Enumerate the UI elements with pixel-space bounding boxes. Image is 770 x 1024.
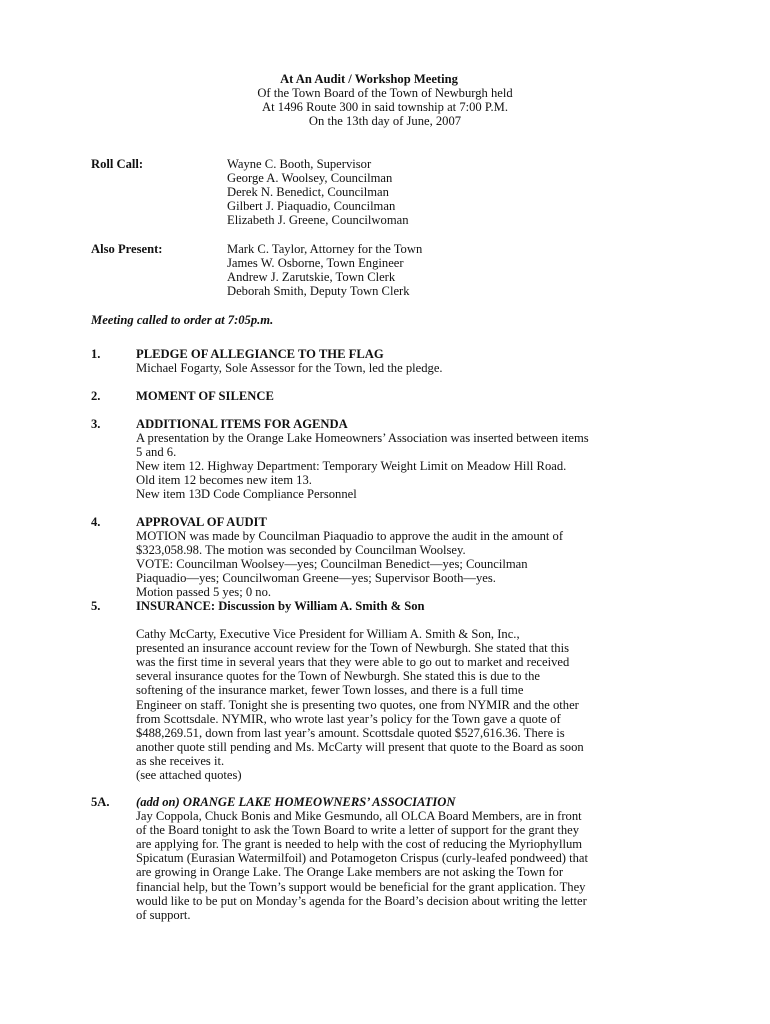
item-number: 2. xyxy=(91,389,101,403)
item-number: 4. xyxy=(91,515,101,529)
item-title: (add on) ORANGE LAKE HOMEOWNERS’ ASSOCIATION xyxy=(136,795,456,809)
item-line: MOTION was made by Councilman Piaquadio to approve the audit in the amount of xyxy=(136,529,564,544)
also-present-name: Mark C. Taylor, Attorney for the Town xyxy=(227,242,423,256)
item-line: Engineer on staff. Tonight she is presenting two quotes, one from NYMIR and the other xyxy=(136,697,579,712)
roll-call-name: Elizabeth J. Greene, Councilwoman xyxy=(227,213,409,228)
item-title: ADDITIONAL ITEMS FOR AGENDA xyxy=(136,417,348,431)
item-number: 5A. xyxy=(91,795,110,809)
item-title: PLEDGE OF ALLEGIANCE TO THE FLAG xyxy=(136,347,384,361)
item-number: 5. xyxy=(91,599,101,613)
item-line: financial help, but the Town’s support would be beneficial for the grant application. They xyxy=(136,879,586,894)
item-line: Spicatum (Eurasian Watermilfoil) and Potamogeton Crispus (curly-leafed pondweed) that xyxy=(136,851,589,866)
roll-call-name: Wayne C. Booth, Supervisor xyxy=(227,157,372,171)
item-line: Cathy McCarty, Executive Vice President for William A. Smith & Son, Inc., xyxy=(136,627,520,642)
item-line: (see attached quotes) xyxy=(136,768,242,783)
item-line: New item 12. Highway Department: Temporary Weight Limit on Meadow Hill Road. xyxy=(136,459,567,474)
item-line: Piaquadio—yes; Councilwoman Greene—yes; Supervisor Booth—yes. xyxy=(136,571,496,586)
also-present-name: Andrew J. Zarutskie, Town Clerk xyxy=(227,270,396,285)
roll-call-name: George A. Woolsey, Councilman xyxy=(227,171,393,186)
item-line: Jay Coppola, Chuck Bonis and Mike Gesmundo, all OLCA Board Members, are in front xyxy=(136,809,582,824)
roll-call-name: Derek N. Benedict, Councilman xyxy=(227,185,389,200)
item-line: presented an insurance account review for the Town of Newburgh. She stated that this xyxy=(136,641,570,656)
item-line: of support. xyxy=(136,907,191,922)
item-line: Old item 12 becomes new item 13. xyxy=(136,473,312,488)
item-line: several insurance quotes for the Town of Newburgh. She stated this is due to the xyxy=(136,669,541,684)
item-line: $323,058.98. The motion was seconded by Councilman Woolsey. xyxy=(136,543,466,558)
called-to-order: Meeting called to order at 7:05p.m. xyxy=(91,313,274,327)
also-present-label: Also Present: xyxy=(91,242,163,256)
also-present-list xyxy=(227,242,422,298)
item-line: 5 and 6. xyxy=(136,445,177,460)
header-line-4: On the 13th day of June, 2007 xyxy=(308,114,462,129)
item-number: 3. xyxy=(91,417,101,431)
also-present-name: Deborah Smith, Deputy Town Clerk xyxy=(227,284,410,299)
item-line: Motion passed 5 yes; 0 no. xyxy=(136,585,272,600)
item-line: of the Board tonight to ask the Town Board to write a letter of support for the grant they xyxy=(136,823,580,838)
item-line: softening of the insurance market, fewer Town losses, and there is a full time xyxy=(136,683,524,698)
header-line-3: At 1496 Route 300 in said township at 7:00 P.M. xyxy=(262,100,508,115)
header-line-2: Of the Town Board of the Town of Newburgh held xyxy=(257,86,513,101)
also-present-name: James W. Osborne, Town Engineer xyxy=(227,256,404,271)
item-line: $488,269.51, down from last year’s amount. Scottsdale quoted $527,616.36. There is xyxy=(136,725,565,740)
item-title: INSURANCE: Discussion by William A. Smith & Son xyxy=(136,599,425,613)
item-line: another quote still pending and Ms. McCarty will present that quote to the Board as soon xyxy=(136,739,584,754)
item-title: MOMENT OF SILENCE xyxy=(136,389,274,403)
item-line: would like to be put on Monday’s agenda for the Board’s decision about writing the letter xyxy=(136,893,587,908)
meeting-title: At An Audit / Workshop Meeting xyxy=(280,72,458,86)
roll-call-label: Roll Call: xyxy=(91,157,144,171)
roll-call-name: Gilbert J. Piaquadio, Councilman xyxy=(227,199,396,214)
meeting-header xyxy=(0,72,770,128)
item-line: as she receives it. xyxy=(136,753,225,768)
item-line: from Scottsdale. NYMIR, who wrote last year’s policy for the Town gave a quote of xyxy=(136,711,561,726)
item-line: are growing in Orange Lake. The Orange Lake members are not asking the Town for xyxy=(136,865,564,880)
item-line: was the first time in several years that they were able to go out to market and received xyxy=(136,655,570,670)
item-line: Michael Fogarty, Sole Assessor for the Town, led the pledge. xyxy=(136,361,443,376)
item-line: are applying for. The grant is needed to help with the cost of reducing the Myriophyllum xyxy=(136,837,583,852)
item-number: 1. xyxy=(91,347,101,361)
item-line: New item 13D Code Compliance Personnel xyxy=(136,487,357,502)
roll-call-list xyxy=(227,157,409,227)
item-title: APPROVAL OF AUDIT xyxy=(136,515,267,529)
item-line: A presentation by the Orange Lake Homeowners’ Association was inserted between items xyxy=(136,431,589,446)
item-line: VOTE: Councilman Woolsey—yes; Councilman Benedict—yes; Councilman xyxy=(136,557,528,572)
